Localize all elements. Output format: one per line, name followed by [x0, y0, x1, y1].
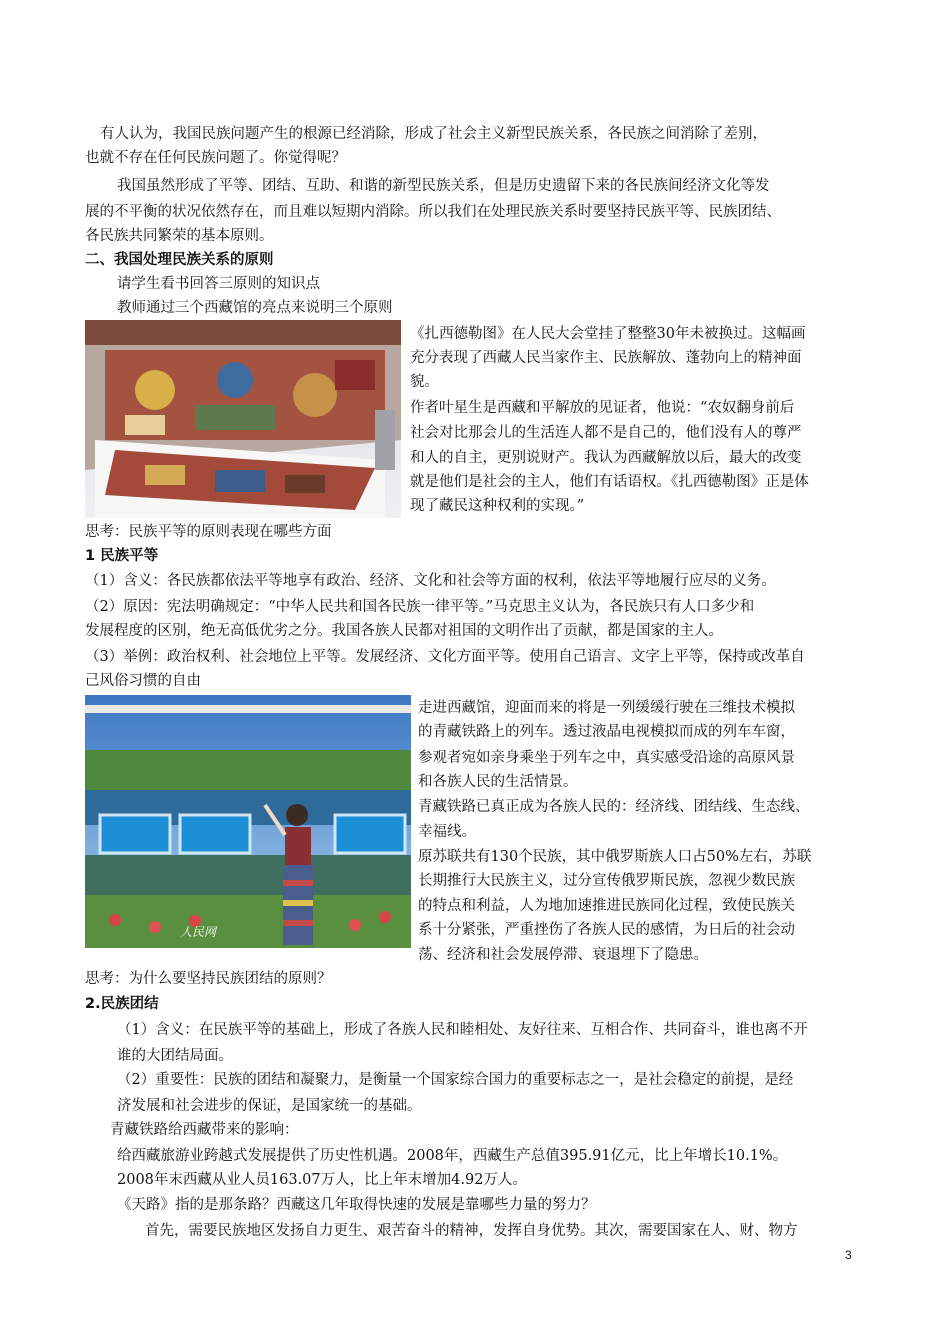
section-heading: 二、我国处理民族关系的原则 [85, 252, 274, 268]
caption-line: 貌。 [410, 374, 439, 390]
paragraph-line: 请学生看书回答三原则的知识点 [117, 276, 320, 292]
caption-line: 长期推行大民族主义，过分宣传俄罗斯民族，忽视少数民族 [418, 873, 795, 889]
caption-line: 和人的自主，更别说财产。我认为西藏解放以后，最大的改变 [410, 450, 802, 466]
caption-line: 和各族人民的生活情景。 [418, 774, 578, 790]
caption-line: 的特点和利益，人为地加速推进民族同化过程，致使民族关 [418, 898, 795, 914]
caption-line: 就是他们是社会的主人，他们有话语权。《扎西德勒图》正是体 [410, 474, 809, 490]
caption-line: 现了藏民这种权利的实现。” [410, 498, 585, 514]
paragraph-line: （2）原因：宪法明确规定：“中华人民共和国各民族一律平等。”马克思主义认为，各民族只有人口多少和 [85, 599, 755, 615]
paragraph-line: 青藏铁路给西藏带来的影响： [110, 1122, 299, 1138]
paragraph-line: 己风俗习惯的自由 [85, 673, 201, 689]
paragraph-line: 各民族共同繁荣的基本原则。 [85, 228, 274, 244]
caption-line: 作者叶星生是西藏和平解放的见证者，他说：“农奴翻身前后 [410, 400, 795, 416]
paragraph-line: （1）含义：各民族都依法平等地享有政治、经济、文化和社会等方面的权利，依法平等地履行应尽的义务。 [85, 573, 776, 589]
paragraph-line: （3）举例：政治权利、社会地位上平等。发展经济、文化方面平等。使用自己语言、文字上平等，保持或改革自 [85, 649, 805, 665]
section-heading: 1 民族平等 [85, 548, 159, 564]
paragraph-line: 有人认为，我国民族问题产生的根源已经消除，形成了社会主义新型民族关系，各民族之间消除了差别， [100, 126, 767, 142]
paragraph-line: 展的不平衡的状况依然存在，而且难以短期内消除。所以我们在处理民族关系时要坚持民族平等、民族团结、 [85, 204, 781, 220]
photo-watermark: 人民网 [180, 925, 217, 939]
caption-line: 系十分紧张，严重挫伤了各族人民的感情，为日后的社会动 [418, 922, 795, 938]
paragraph-line: 思考：民族平等的原则表现在哪些方面 [85, 524, 332, 540]
paragraph-line: 首先，需要民族地区发扬自力更生、艰苦奋斗的精神，发挥自身优势。其次，需要国家在人、财、物方 [145, 1223, 798, 1239]
paragraph-line: 《天路》指的是那条路？西藏这几年取得快速的发展是靠哪些力量的努力？ [117, 1197, 596, 1213]
caption-line: 参观者宛如亲身乘坐于列车之中，真实感受沿途的高原风景 [418, 750, 795, 766]
paragraph-line: 我国虽然形成了平等、团结、互助、和谐的新型民族关系，但是历史遗留下来的各民族间经济文化等发 [117, 178, 770, 194]
caption-line: 幸福线。 [418, 824, 476, 840]
paragraph-line: 也就不存在任何民族问题了。你觉得呢？ [85, 150, 346, 166]
caption-line: 走进西藏馆，迎面而来的将是一列缓缓行驶在三维技术模拟 [418, 700, 795, 716]
paragraph-line: 思考：为什么要坚持民族团结的原则？ [85, 971, 332, 987]
paragraph-line: 谁的大团结局面。 [117, 1048, 233, 1064]
mural-exhibition-photo [85, 320, 401, 518]
page-number: 3 [845, 1248, 852, 1262]
train-exhibit-photo [85, 695, 411, 948]
caption-line: 青藏铁路已真正成为各族人民的：经济线、团结线、生态线、 [418, 799, 810, 815]
caption-line: 荡、经济和社会发展停滞、衰退埋下了隐患。 [418, 947, 708, 963]
section-heading: 2.民族团结 [85, 996, 159, 1012]
paragraph-line: 发展程度的区别，绝无高低优劣之分。我国各族人民都对祖国的文明作出了贡献，都是国家的主人。 [85, 623, 723, 639]
paragraph-line: 给西藏旅游业跨越式发展提供了历史性机遇。2008年，西藏生产总值395.91亿元，比上年增长10.1%。 [117, 1148, 788, 1164]
paragraph-line: （1）含义：在民族平等的基础上，形成了各族人民和睦相处、友好往来、互相合作、共同奋斗，谁也离不开 [117, 1022, 808, 1038]
paragraph-line: 济发展和社会进步的保证，是国家统一的基础。 [117, 1098, 422, 1114]
paragraph-line: 教师通过三个西藏馆的亮点来说明三个原则 [117, 300, 393, 316]
caption-line: 原苏联共有130个民族，其中俄罗斯族人口占50%左右，苏联 [418, 849, 812, 865]
paragraph-line: 2008年末西藏从业人员163.07万人，比上年末增加4.92万人。 [117, 1172, 527, 1188]
caption-line: 充分表现了西藏人民当家作主、民族解放、蓬勃向上的精神面 [410, 350, 802, 366]
caption-line: 的青藏铁路上的列车。透过液晶电视模拟而成的列车车窗， [418, 724, 795, 740]
paragraph-line: （2）重要性：民族的团结和凝聚力，是衡量一个国家综合国力的重要标志之一，是社会稳定的前提，是经 [117, 1072, 794, 1088]
caption-line: 《扎西德勒图》在人民大会堂挂了整整30年未被换过。这幅画 [410, 326, 806, 342]
caption-line: 社会对比那会儿的生活连人都不是自己的，他们没有人的尊严 [410, 425, 802, 441]
